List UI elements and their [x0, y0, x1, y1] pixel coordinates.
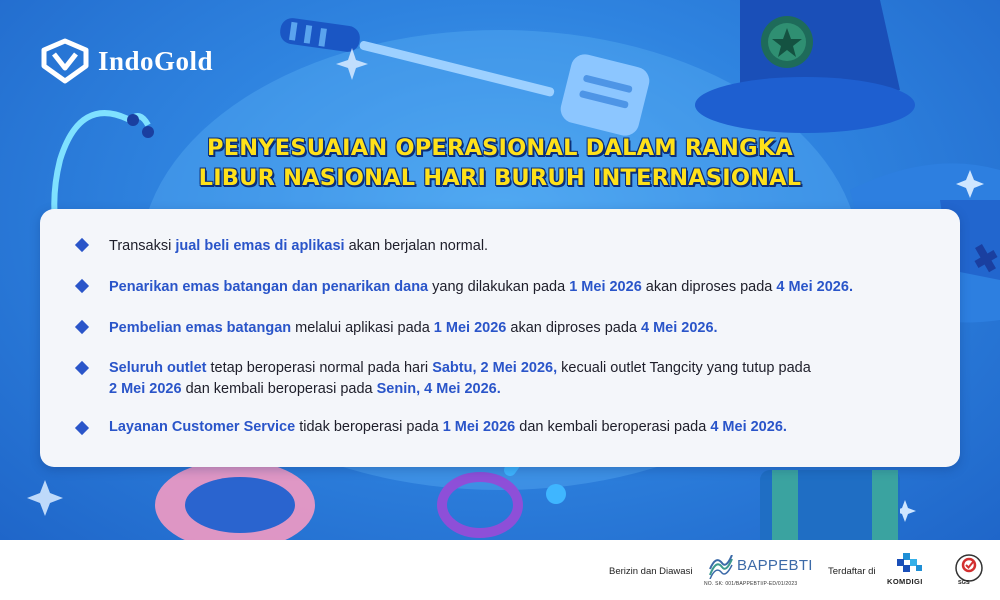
item-text: [109, 277, 929, 298]
highlight-text: 4 Mei 2026.: [710, 419, 787, 435]
footer: [0, 540, 1000, 600]
body-text: melalui aplikasi pada: [291, 320, 434, 336]
bappebti-logo-icon: [708, 555, 734, 579]
indogold-logo-icon: [40, 38, 90, 84]
item-line: [109, 236, 929, 257]
highlight-text: Senin, 4 Mei 2026.: [376, 381, 501, 397]
highlight-text: Layanan Customer Service: [109, 419, 296, 435]
item-text: [109, 358, 929, 400]
diamond-bullet-icon: [75, 361, 89, 375]
highlight-text: 2 Mei 2026: [109, 381, 182, 397]
highlight-text: 1 Mei 2026: [442, 419, 516, 435]
body-text: kecuali outlet Tangcity yang tutup pada: [557, 360, 811, 376]
highlight-text: 1 Mei 2026: [569, 279, 642, 295]
diamond-bullet-icon: [75, 421, 89, 435]
clipboard-icon: [760, 470, 900, 540]
highlight-text: Seluruh outlet: [109, 360, 207, 376]
tape-measure-icon: [155, 460, 315, 540]
registry-name: KOMDIGI: [887, 577, 923, 586]
diamond-bullet-icon: [75, 320, 89, 334]
body-text: dan kembali beroperasi pada: [181, 381, 377, 397]
body-text: dan kembali beroperasi pada: [515, 419, 711, 435]
item-line: [109, 318, 929, 339]
cert-name: SGS: [958, 580, 970, 586]
komdigi-logo-icon: [893, 553, 925, 575]
brand-logo[interactable]: [40, 38, 213, 84]
body-text: akan diproses pada: [641, 279, 777, 295]
item-line: [109, 417, 929, 438]
cap-icon: [695, 0, 915, 133]
item-line: [109, 277, 929, 298]
page-title: [0, 133, 1000, 193]
body-text: yang dilakukan pada: [428, 279, 570, 295]
title-line-2: LIBUR NASIONAL HARI BURUH INTERNASIONAL: [198, 165, 802, 191]
highlight-text: 4 Mei 2026.: [776, 279, 853, 295]
sgs-badge-icon: [954, 553, 984, 583]
item-text: [109, 417, 929, 438]
item-line: [109, 358, 929, 379]
highlight-text: Sabtu, 2 Mei 2026,: [432, 360, 558, 376]
highlight-text: Pembelian emas batangan: [109, 320, 292, 336]
item-line: [109, 379, 929, 400]
body-text: akan diproses pada: [506, 320, 641, 336]
item-text: [109, 318, 929, 339]
diamond-bullet-icon: [75, 279, 89, 293]
body-text: Transaksi: [109, 238, 176, 254]
regulator-reference: NO. SK: 001/BAPPEBTI/P-ED/01/2023: [704, 581, 798, 587]
regulator-name: BAPPEBTI: [737, 557, 813, 574]
registered-label: Terdaftar di: [828, 566, 876, 577]
highlight-text: Penarikan emas batangan dan penarikan dana: [109, 279, 429, 295]
title-line-1: PENYESUAIAN OPERASIONAL DALAM RANGKA: [207, 135, 793, 161]
diamond-bullet-icon: [75, 238, 89, 252]
highlight-text: jual beli emas di aplikasi: [175, 238, 345, 254]
highlight-text: 4 Mei 2026.: [640, 320, 718, 336]
body-text: tetap beroperasi normal pada hari: [206, 360, 433, 376]
body-text: akan berjalan normal.: [344, 238, 489, 254]
info-card: [40, 209, 960, 467]
item-text: [109, 236, 929, 257]
body-text: tidak beroperasi pada: [295, 419, 443, 435]
brand-name: IndoGold: [98, 45, 214, 76]
licensed-label: Berizin dan Diawasi: [609, 566, 693, 577]
highlight-text: 1 Mei 2026: [433, 320, 507, 336]
